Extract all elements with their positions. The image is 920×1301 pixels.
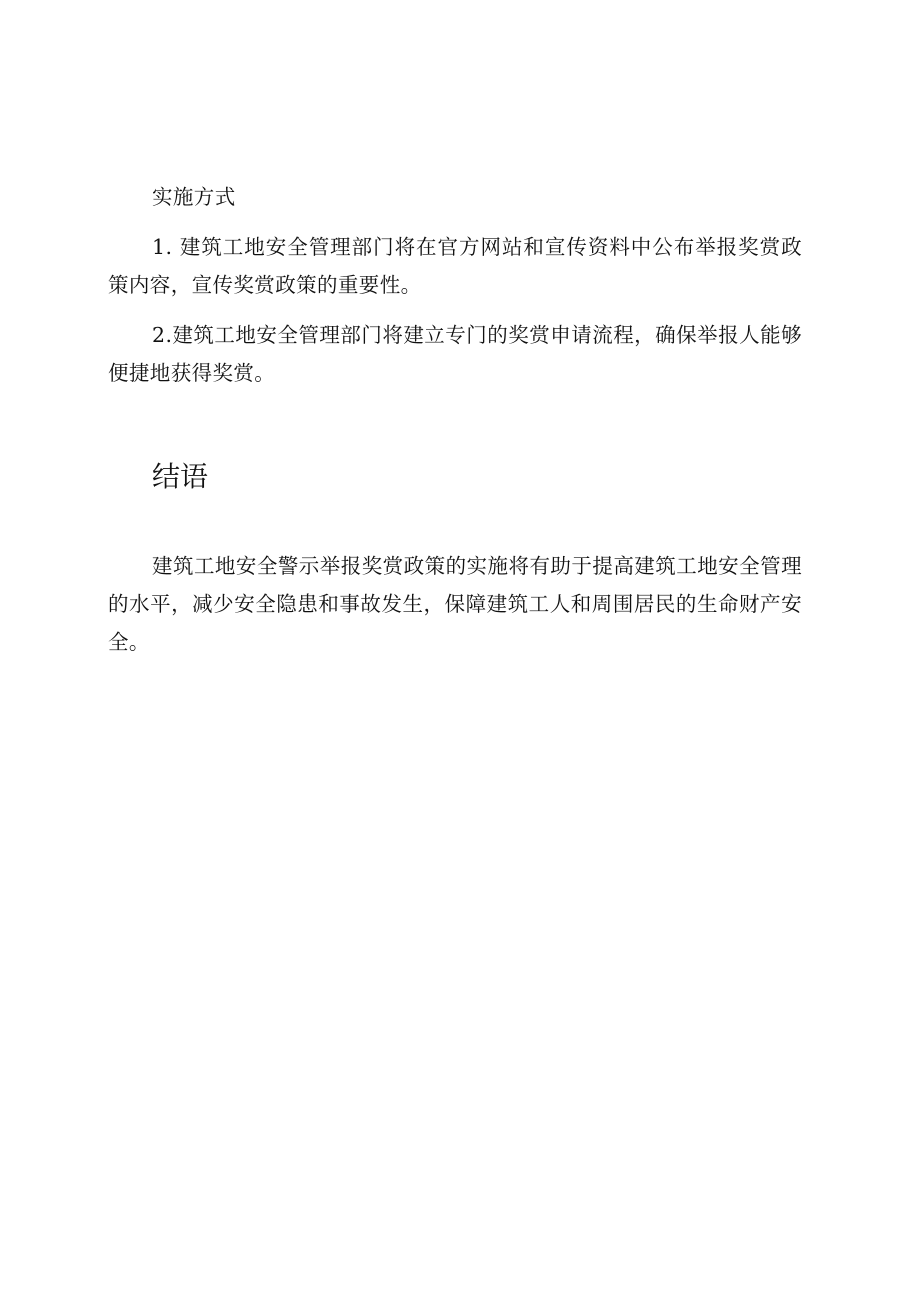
implementation-title: 实施方式: [152, 185, 236, 209]
implementation-item-2: 2.建筑工地安全管理部门将建立专门的奖赏申请流程，确保举报人能够便捷地获得奖赏。: [108, 323, 802, 385]
conclusion-heading: 结语: [152, 460, 209, 493]
conclusion-paragraph: 建筑工地安全警示举报奖赏政策的实施将有助于提高建筑工地安全管理的水平，减少安全隐患和事故发生，保障建筑工人和周围居民的生命财产安全。: [108, 554, 802, 654]
document-content: [108, 178, 802, 661]
implementation-item-1: 1. 建筑工地安全管理部门将在官方网站和宣传资料中公布举报奖赏政策内容，宣传奖赏政策的重要性。: [108, 235, 802, 297]
